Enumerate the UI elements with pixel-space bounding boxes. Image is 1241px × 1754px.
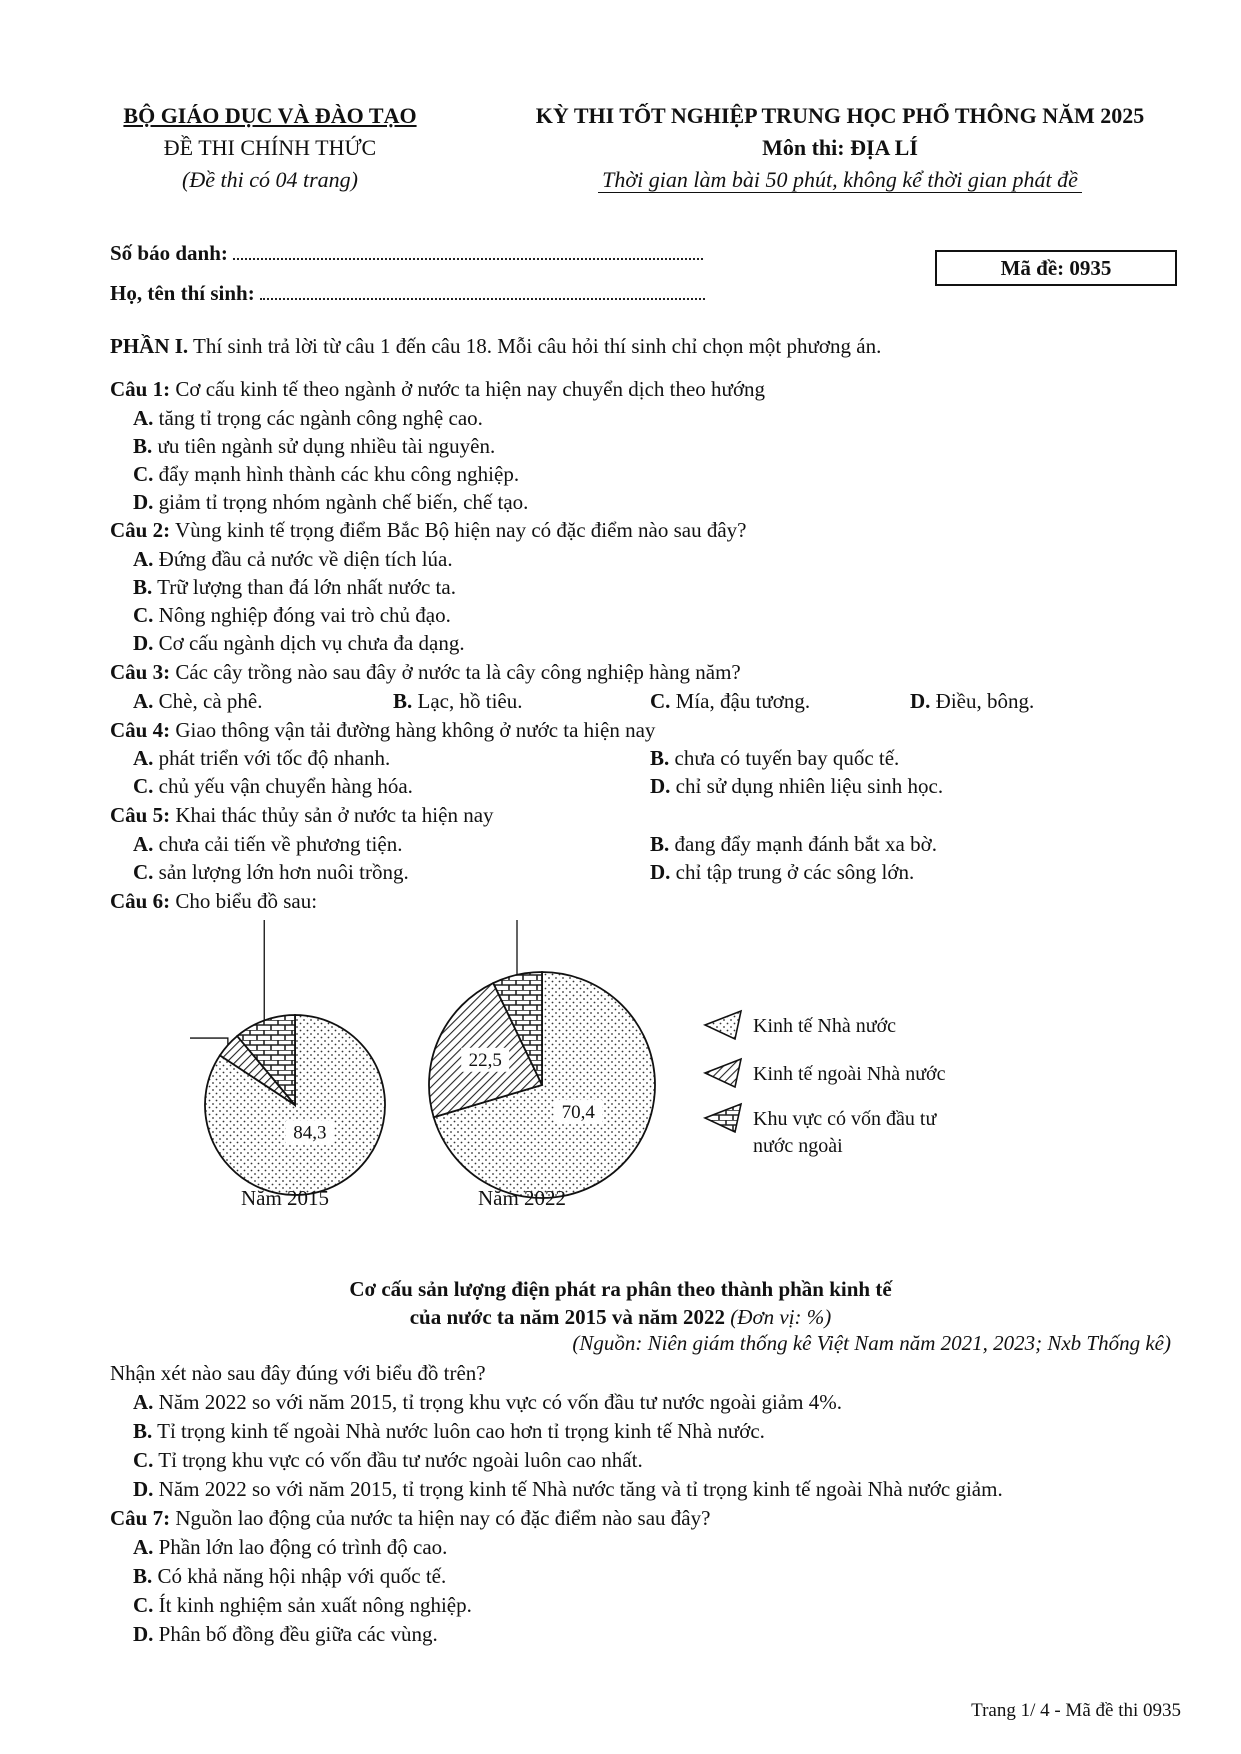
option-text: Cơ cấu ngành dịch vụ chưa đa dạng. [158, 631, 465, 655]
q3-option-c[interactable] [650, 687, 810, 715]
option-text: chỉ sử dụng nhiên liệu sinh học. [675, 774, 944, 798]
chart-caption-line2-text: của nước ta năm 2015 và năm 2022 [409, 1305, 726, 1329]
time-note-text: Thời gian làm bài 50 phút, không kể thời gian phát đề [598, 167, 1082, 193]
question-text: Cho biểu đồ sau: [175, 889, 318, 913]
option-letter: C. [650, 689, 671, 713]
legend-label-2: Khu vực có vốn đầu tư [753, 1108, 937, 1130]
part1-label: PHẦN I. [110, 334, 189, 358]
question-6 [110, 887, 317, 915]
option-letter: B. [393, 689, 413, 713]
option-letter: A. [133, 746, 154, 770]
option-letter: D. [650, 774, 671, 798]
q7-option-d[interactable] [133, 1620, 438, 1648]
q7-option-a[interactable] [133, 1533, 447, 1561]
legend-label-0: Kinh tế Nhà nước [753, 1015, 897, 1037]
pie-leader-0-2 [231, 920, 264, 1020]
legend-label-3: nước ngoài [753, 1135, 843, 1157]
option-letter: B. [133, 1564, 153, 1588]
q7-option-b[interactable] [133, 1562, 446, 1590]
option-letter: A. [133, 406, 154, 430]
q6-option-a[interactable] [133, 1388, 842, 1416]
chart-caption-line1: Cơ cấu sản lượng điện phát ra phân theo thành phần kinh tế [349, 1277, 892, 1301]
exam-code-box [935, 250, 1177, 286]
option-text: chỉ tập trung ở các sông lớn. [675, 860, 915, 884]
option-text: Lạc, hồ tiêu. [417, 689, 523, 713]
subject-label: Môn thi: [762, 135, 845, 160]
option-text: Phân bố đồng đều giữa các vùng. [158, 1622, 438, 1646]
question-6-followup: Nhận xét nào sau đây đúng với biểu đồ trên? [110, 1361, 486, 1385]
option-letter: A. [133, 547, 154, 571]
question-number: Câu 1: [110, 377, 171, 401]
exam-code-label: Mã đề: [1000, 256, 1065, 280]
q3-option-b[interactable] [393, 687, 522, 715]
question-3 [110, 658, 741, 686]
option-letter: C. [133, 1593, 154, 1617]
legend-swatch-2 [705, 1104, 741, 1132]
option-letter: D. [133, 1622, 154, 1646]
option-text: đang đẩy mạnh đánh bắt xa bờ. [674, 832, 937, 856]
option-text: chưa cải tiến về phương tiện. [158, 832, 403, 856]
option-text: chưa có tuyến bay quốc tế. [674, 746, 900, 770]
option-text: Tỉ trọng khu vực có vốn đầu tư nước ngoài luôn cao nhất. [158, 1448, 643, 1472]
option-letter: B. [650, 832, 670, 856]
q4-option-d[interactable] [650, 772, 943, 800]
option-text: tăng tỉ trọng các ngành công nghệ cao. [158, 406, 483, 430]
q6-option-c[interactable] [133, 1446, 643, 1474]
option-letter: C. [133, 1448, 154, 1472]
time-note [480, 164, 1200, 196]
chart-legend [705, 1011, 946, 1157]
option-letter: B. [133, 434, 153, 458]
subject: ĐỊA LÍ [850, 135, 918, 160]
option-letter: B. [133, 575, 153, 599]
option-letter: C. [133, 860, 154, 884]
option-letter: B. [650, 746, 670, 770]
pie-leader-1-2 [474, 920, 517, 975]
q5-option-a[interactable] [133, 830, 402, 858]
question-4 [110, 716, 655, 744]
legend-swatch-0 [705, 1011, 741, 1039]
question-2 [110, 516, 746, 544]
q1-option-d[interactable] [133, 488, 528, 516]
question-number: Câu 5: [110, 803, 171, 827]
option-letter: A. [133, 1390, 154, 1414]
candidate-name-label: Họ, tên thí sinh: [110, 281, 255, 305]
option-letter: C. [133, 462, 154, 486]
option-text: Mía, đậu tương. [675, 689, 811, 713]
option-letter: A. [133, 689, 154, 713]
question-7 [110, 1504, 710, 1532]
option-text: chủ yếu vận chuyển hàng hóa. [158, 774, 413, 798]
q4-option-c[interactable] [133, 772, 413, 800]
option-text: Chè, cà phê. [158, 689, 263, 713]
q6-option-d[interactable] [133, 1475, 1003, 1503]
question-number: Câu 6: [110, 889, 171, 913]
question-number: Câu 3: [110, 660, 171, 684]
option-letter: A. [133, 1535, 154, 1559]
option-text: Năm 2022 so với năm 2015, tỉ trọng kinh tế Nhà nước tăng và tỉ trọng kinh tế ngoài Nhà nước giảm. [158, 1477, 1003, 1501]
chart-source: (Nguồn: Niên giám thống kê Việt Nam năm 2021, 2023; Nxb Thống kê) [572, 1331, 1171, 1355]
header-right [480, 100, 1200, 196]
option-letter: C. [133, 774, 154, 798]
option-text: Đứng đầu cả nước về diện tích lúa. [158, 547, 453, 571]
pie-value-label-1-1: 22,5 [468, 1049, 502, 1071]
chart-caption-unit: (Đơn vị: %) [730, 1305, 832, 1329]
option-letter: D. [650, 860, 671, 884]
option-text: Phần lớn lao động có trình độ cao. [158, 1535, 448, 1559]
question-5 [110, 801, 494, 829]
option-letter: D. [910, 689, 931, 713]
candidate-name-field[interactable] [260, 280, 705, 300]
pie-leader-0-1 [190, 1038, 228, 1045]
option-text: Ít kinh nghiệm sản xuất nông nghiệp. [158, 1593, 472, 1617]
option-text: đẩy mạnh hình thành các khu công nghiệp. [158, 462, 520, 486]
candidate-name-row [110, 280, 705, 306]
option-text: ưu tiên ngành sử dụng nhiều tài nguyên. [157, 434, 496, 458]
option-text: giảm tỉ trọng nhóm ngành chế biến, chế tạo. [158, 490, 529, 514]
question-number: Câu 4: [110, 718, 171, 742]
option-letter: D. [133, 1477, 154, 1501]
option-text: Điều, bông. [935, 689, 1035, 713]
option-letter: B. [133, 1419, 153, 1443]
pie-year-label-1: Năm 2022 [477, 1186, 567, 1210]
question-text: Nguồn lao động của nước ta hiện nay có đặc điểm nào sau đây? [175, 1506, 711, 1530]
q4-option-b[interactable] [650, 744, 899, 772]
exam-code: 0935 [1069, 256, 1112, 280]
q7-option-c[interactable] [133, 1591, 472, 1619]
option-text: Tỉ trọng kinh tế ngoài Nhà nước luôn cao hơn tỉ trọng kinh tế Nhà nước. [157, 1419, 765, 1443]
legend-swatch-1 [705, 1059, 741, 1087]
question-number: Câu 2: [110, 518, 171, 542]
option-text: Có khả năng hội nhập với quốc tế. [157, 1564, 447, 1588]
q4-option-a[interactable] [133, 744, 390, 772]
subject-line [480, 132, 1200, 164]
question-text: Khai thác thủy sản ở nước ta hiện nay [175, 803, 494, 827]
pie-value-label-0-0: 84,3 [293, 1122, 327, 1144]
question-text: Giao thông vận tải đường hàng không ở nước ta hiện nay [175, 718, 656, 742]
page-footer: Trang 1/ 4 - Mã đề thi 0935 [971, 1700, 1181, 1721]
q3-option-a[interactable] [133, 687, 262, 715]
legend-label-1: Kinh tế ngoài Nhà nước [753, 1063, 946, 1085]
option-letter: A. [133, 832, 154, 856]
option-text: Năm 2022 so với năm 2015, tỉ trọng khu vực có vốn đầu tư nước ngoài giảm 4%. [158, 1390, 843, 1414]
part1-instruction [110, 332, 881, 360]
q5-option-d[interactable] [650, 858, 914, 886]
header-left [110, 100, 430, 196]
candidate-id-field[interactable] [233, 240, 703, 260]
q2-option-c[interactable] [133, 601, 451, 629]
q1-option-b[interactable] [133, 432, 495, 460]
q5-option-b[interactable] [650, 830, 937, 858]
q6-option-b[interactable] [133, 1417, 765, 1445]
q1-option-c[interactable] [133, 460, 519, 488]
official-label: ĐỀ THI CHÍNH THỨC [163, 135, 377, 160]
pie-chart [190, 920, 1090, 1250]
q2-option-a[interactable] [133, 545, 453, 573]
question-text: Các cây trồng nào sau đây ở nước ta là cây công nghiệp hàng năm? [175, 660, 741, 684]
ministry: BỘ GIÁO DỤC VÀ ĐÀO TẠO [123, 103, 417, 128]
question-1 [110, 375, 765, 403]
question-text: Vùng kinh tế trọng điểm Bắc Bộ hiện nay có đặc điểm nào sau đây? [174, 518, 747, 542]
question-number: Câu 7: [110, 1506, 171, 1530]
pie-value-label-1-0: 70,4 [561, 1102, 595, 1124]
candidate-id-label: Số báo danh: [110, 241, 228, 265]
option-letter: D. [133, 631, 154, 655]
exam-title: KỲ THI TỐT NGHIỆP TRUNG HỌC PHỔ THÔNG NĂM 2025 [535, 103, 1145, 128]
chart-caption-line2 [0, 1303, 1241, 1332]
question-text: Cơ cấu kinh tế theo ngành ở nước ta hiện nay chuyển dịch theo hướng [175, 377, 766, 401]
pages-note: (Đề thi có 04 trang) [182, 167, 358, 192]
option-letter: D. [133, 490, 154, 514]
pie-year-label-0: Năm 2015 [240, 1186, 330, 1210]
option-text: Nông nghiệp đóng vai trò chủ đạo. [158, 603, 451, 627]
part1-text: Thí sinh trả lời từ câu 1 đến câu 18. Mỗi câu hỏi thí sinh chỉ chọn một phương án. [193, 334, 882, 358]
q1-option-a[interactable] [133, 404, 483, 432]
option-text: phát triển với tốc độ nhanh. [158, 746, 391, 770]
q3-option-d[interactable] [910, 687, 1034, 715]
option-letter: C. [133, 603, 154, 627]
q2-option-d[interactable] [133, 629, 465, 657]
pies-layer [190, 920, 655, 1210]
q5-option-c[interactable] [133, 858, 409, 886]
option-text: sản lượng lớn hơn nuôi trồng. [158, 860, 409, 884]
option-text: Trữ lượng than đá lớn nhất nước ta. [157, 575, 456, 599]
q2-option-b[interactable] [133, 573, 456, 601]
candidate-id-row [110, 240, 703, 266]
